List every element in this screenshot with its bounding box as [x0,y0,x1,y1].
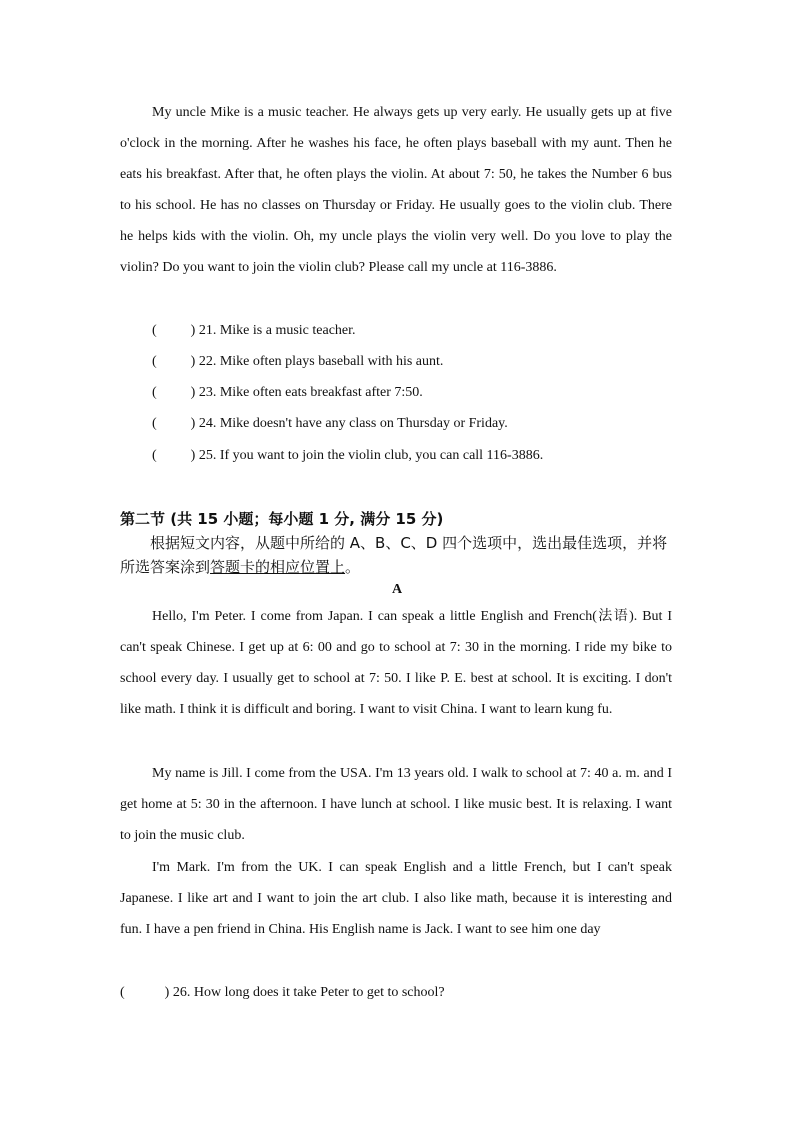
question-26: ( ) 26. How long does it take Peter to get to school? [120,985,445,1000]
passage-label: A [391,582,403,597]
passage-mark: I'm Mark. I'm from the UK. I can speak English and a little French, but I can't speak Japanese. I like art and I want to join the art club. I also like math, because it is interesting and fun. I have a pen friend in China. His English name is Jack. I want to see him one day [120,860,672,937]
passage-mike: My uncle Mike is a music teacher. He always gets up very early. He usually gets up at five o'clock in the morning. After he washes his face, he often plays baseball with my aunt. Then he eats his breakfast. After that, he often plays the violin. At about 7: 50, he takes the Number 6 bus to his school. He has no classes on Thursday or Friday. He usually goes to the violin club. There he helps kids with the violin. Oh, my uncle plays the violin very well. Do you love to play the violin? Do you want to join the violin club? Please call my uncle at 116-3886. [120,105,672,275]
question-25: ( ) 25. If you want to join the violin club, you can call 116-3886. [152,448,544,463]
question-23: ( ) 23. Mike often eats breakfast after 7:50. [152,385,423,400]
underlined-text: 答题卡的相应位置上 [210,558,346,576]
question-22: ( ) 22. Mike often plays baseball with his aunt. [152,354,444,369]
passage-peter: Hello, I'm Peter. I come from Japan. I can speak a little English and French(法语). But I can't speak Chinese. I get up at 6: 00 and go to school at 7: 30 in the morning. I ride my bike to school every day. I usually get to school at 7: 50. I like P. E. best at school. It is exciting. I don't like math. I think it is difficult and boring. I want to visit China. I want to learn kung fu. [120,609,672,717]
section-title: 第二节 (共 15 小题；每小题 1 分, 满分 15 分) [120,510,444,528]
passage-jill: My name is Jill. I come from the USA. I'm 13 years old. I walk to school at 7: 40 a. m. and I get home at 5: 30 in the afternoon. I have lunch at school. I like music best. It is relaxing. I want to join the music club. [120,766,672,843]
question-21: ( ) 21. Mike is a music teacher. [152,323,356,338]
section-instruction: 根据短文内容，从题中所给的 A、B、C、D 四个选项中，选出最佳选项，并将所选答案涂到答题卡的相应位置上。 [120,534,668,576]
question-24: ( ) 24. Mike doesn't have any class on Thursday or Friday. [152,416,508,431]
